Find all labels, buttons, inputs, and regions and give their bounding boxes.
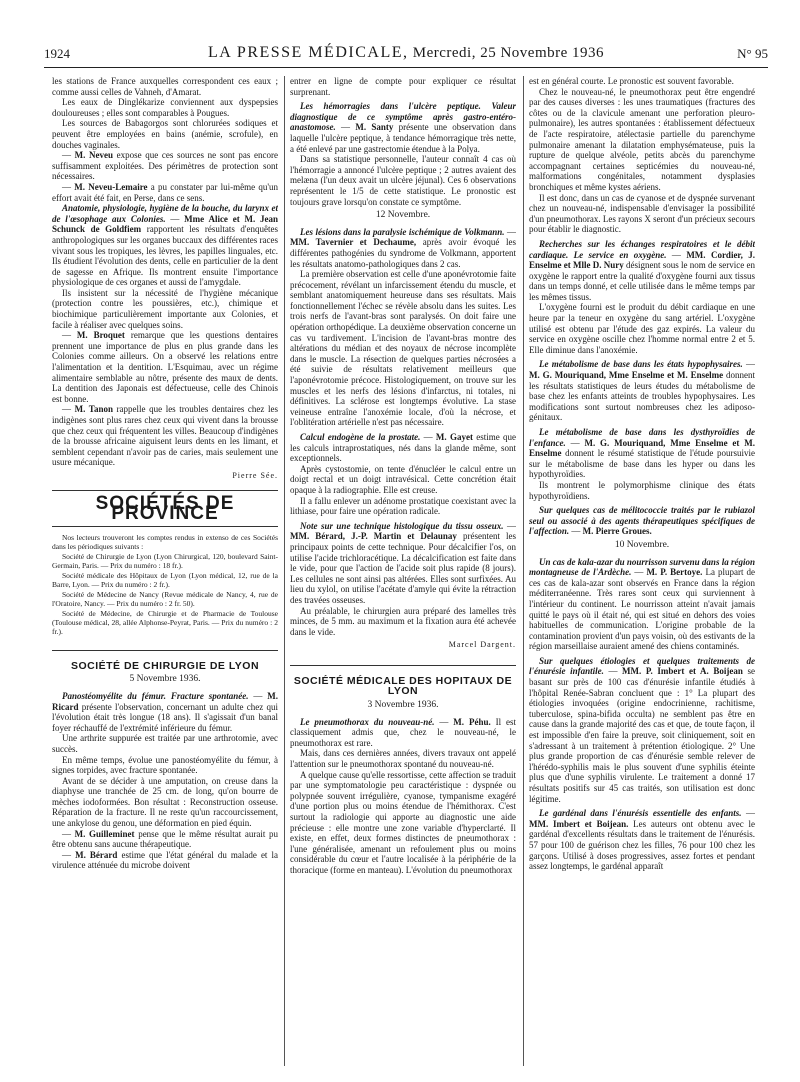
journal-title xyxy=(44,44,768,62)
article-title: Les lésions dans la paralysie ischémique de Volkmann. xyxy=(300,226,505,237)
paragraph: A quelque cause qu'elle ressortisse, cette affection se traduit par une symptomatologie peu caractéristique : dyspnée ou polypnée souvent irrégulière, cyanose, tympanisme exagéré d'une portion plus ou moins étendue de l'hémithorax. C'est surtout la radiologie qui apporte au diagnostic une aide précieuse : elle montre une zone variable d'hyperclarté. Il existe, en effet, deux formes distinctes de pneumothorax : l'une généralisée, amenant un refoulement plus ou moins considérable du cœur et l'autre localisée à la périphérie de la thoracique (forme en manteau). L'évolution du pneumothorax xyxy=(290,769,516,875)
article-title: Le pneumothorax du nouveau-né. xyxy=(300,716,435,727)
issue-date: Mercredi, 25 Novembre 1936 xyxy=(412,45,605,61)
article-title: Recherches sur les échanges respiratoires et le débit cardiaque. Le service en oxygène. xyxy=(529,238,755,260)
article: Anatomie, physiologie, hygiène de la bouche, du larynx et de l'œsophage aux Colonies. — Mme Alice et M. Jean Schunck de Goldfiem rapportent les résultats d'enquêtes anthropologiques sur les organes buccaux des différentes races vivant sous les tropiques, les lèvres, les papilles linguales, etc. Ils étudient l'évolution des dents, celle en particulier de la dent de sagesse en Afrique. Ils montrent ensuite l'importance physiologique de ces organes et aussi de l'amygdale. xyxy=(52,203,278,288)
article: Note sur une technique histologique du tissu osseux. — MM. Bérard, J.-P. Martin et Delaunay présentent les principaux points de cette technique. Pour décalcifier l'os, on utilise l'acide trichloracétique. La décalcification est faite dans le vide, pour que l'action de l'acide soit plus rapide (8 jours). Les cellules ne sont ainsi pas altérées. Elles sont surfixées. Au lieu du xylol, on utilise l'acétate d'amyle qui évite la rétraction des travées osseuses. xyxy=(290,520,516,605)
author-name: M. Péhu. xyxy=(453,716,491,727)
paragraph: — M. Broquet remarque que les questions dentaires prennent une importance de plus en plus grande dans les Colonies comme ailleurs. On a observé les relations entre l'alimentation et la dentition. L'Esquimau, avec un régime alimentaire semblable au nôtre, présente des maux de dents. La dentition des Japonais est défectueuse, celle des Chinois est bonne. xyxy=(52,330,278,404)
paragraph-text: estime que les calculs intraprostatiques, nés dans la glande même, sont exceptionnels. xyxy=(290,432,516,464)
article-title: Le gardénal dans l'énurésis essentielle des enfants. xyxy=(539,808,742,819)
session-date: 12 Novembre. xyxy=(375,210,431,221)
session-date: 10 Novembre. xyxy=(614,539,670,550)
session-date: 3 Novembre 1936. xyxy=(367,700,439,711)
article: Les hémorragies dans l'ulcère peptique. Valeur diagnostique de ce symptôme après gastro-entéro-anastomose. — M. Santy présente une observation dans laquelle l'ulcère peptique, à tendance hémorragique très nette, a été enlevé par une gastrectomie étendue à la Polya. xyxy=(290,101,516,154)
note-item: Société de Médecine de Nancy (Revue médicale de Nancy, 4, rue de l'Oratoire, Nancy. — Prix du numéro : 2 fr. 50). xyxy=(52,589,278,608)
section-title: SOCIÉTÉS DE PROVINCE xyxy=(52,490,278,527)
paragraph: Ils montrent le polymorphisme clinique des états hypothyroïdiens. xyxy=(529,479,755,501)
article: Le gardénal dans l'énurésis essentielle des enfants. — MM. Imbert et Boijean. Les auteurs ont obtenu avec le gardénal d'excellents résultats dans le traitement de l'énurésis. 57 pour 100 de guérison chez les filles, 76 pour 100 chez les garçons. Utilisé à doses progressives, assez fortes et pendant assez longtemps, le gardénal apparaît xyxy=(529,808,755,872)
paragraph-text: rapportent les résultats d'enquêtes anthropologiques sur les organes buccaux des différentes races vivant sous les tropiques, les lèvres, les papilles linguales, etc. Ils étudient l'évolution des dents, celle en particulier de la dent de sagesse en Afrique. Ils montrent ensuite l'importance physiologique de ces organes et aussi de l'amygdale. xyxy=(52,224,278,288)
paragraph-text: remarque que les questions dentaires prennent une importance de plus en plus grande dans les Colonies comme ailleurs. On a observé les relations entre l'alimentation et la dentition. L'Esquimau, avec un régime alimentaire semblable au nôtre, présente des maux de dents. La dentition des Japonais est défectueuse, celle des Chinois est bonne. xyxy=(52,330,278,404)
article-title: Panostéomyélite du fémur. Fracture spontanée. xyxy=(62,690,249,701)
author-name: Mme Alice et M. Jean Schunck de Goldfiem xyxy=(52,213,278,235)
paragraph: Avant de se décider à une amputation, on creuse dans la diaphyse une tranchée de 25 cm. de long, qu'on bourre de mèches iodoformées. Bon résultat : Reconstruction osseuse. Réparation de la fracture. Il ne reste qu'un raccourcissement, une ankylose du genou, une déformation en pied équin. xyxy=(52,775,278,829)
article: Sur quelques cas de mélitococcie traités par le rubiazol seul ou associé à des agents thérapeutiques spécifiques de l'affection. — M. Pierre Groues. xyxy=(529,505,755,537)
column-2 xyxy=(290,76,516,1066)
author-name: M. Santy xyxy=(355,122,394,133)
paragraph-text: estime que l'état général du malade et la virulence atténuée du microbe doivent xyxy=(52,849,278,871)
article-title: Calcul endogène de la prostate. xyxy=(300,432,421,442)
paragraph-text: Il est classiquement admis que, chez le nouveau-né, le pneumothorax est rare. xyxy=(290,716,516,748)
author-name: M. Neveu xyxy=(74,150,114,161)
paragraph: — M. Neveu-Lemaire a pu constater par lui-même qu'un effort avait été fait, en Perse, dans ce sens. xyxy=(52,181,278,203)
paragraph: entrer en ligne de compte pour expliquer ce résultat surprenant. xyxy=(290,76,516,97)
society-title: SOCIÉTÉ DE CHIRURGIE DE LYON xyxy=(52,650,278,672)
society-title: SOCIÉTÉ MÉDICALE DES HOPITAUX DE LYON xyxy=(290,665,516,697)
article: Les lésions dans la paralysie ischémique de Volkmann. — MM. Tavernier et Dechaume, après avoir évoqué les différentes pathogénies du syndrome de Volkmann, apportent les résultats anatomo-pathologiques dans 2 cas. xyxy=(290,226,516,269)
note-item: Société de Médecine, de Chirurgie et de Pharmacie de Toulouse (Toulouse médical, 28, allée Alphonse-Peyrat, Paris. — Prix du numéro : 2 fr.). xyxy=(52,608,278,636)
paragraph: Chez le nouveau-né, le pneumothorax peut être engendré par des causes diverses : les unes traumatiques (fractures des côtes ou de la clavicule amenant une perforation pleuro-pulmonaire), les autres spontanées : établissement défectueux de l'acte respiratoire, atélectasie partielle du parenchyme pulmonaire amenant la dilatation emphysémateuse, puis la rupture de quelque alvéole, petits abcès du parenchyme accompagnant certaines septicémies du nouveau-né, malformations congénitales, notamment dysplasies bronchiques et même kystes aériens. xyxy=(529,86,755,192)
paragraph: Les eaux de Dinglékarize conviennent aux dyspepsies douloureuses ; elles sont comparables à Pougues. xyxy=(52,97,278,118)
author-name: MM. Tavernier et Dechaume, xyxy=(290,237,417,248)
column-divider xyxy=(523,76,524,1066)
signature: Pierre Sée. xyxy=(232,470,278,480)
note-item: Société médicale des Hôpitaux de Lyon (Lyon médical, 12, rue de la Barre, Lyon. — Prix du numéro : 2 fr.). xyxy=(52,570,278,589)
author-name: M. G. Mouriquand, Mme Enselme et M. Enselme xyxy=(529,370,724,381)
paragraph-text: donnent le résumé statistique de l'étude poursuivie sur le métabolisme de base dans les hyper ou dans les hypothyroïdies. xyxy=(529,448,755,480)
page-number: 1924 xyxy=(44,46,70,61)
paragraph: — M. Neveu expose que ces sources ne sont pas encore suffisamment exploitées. Des périmètres de protection sont nécessaires. xyxy=(52,150,278,182)
paragraph: Une arthrite suppurée est traitée par une arthrotomie, avec succès. xyxy=(52,733,278,754)
paragraph-text: désignent sous le nom de service en oxygène le rapport entre la qualité d'oxygène fourni aux tissus dans un temps donné, et celle utilisée dans le même temps par les mêmes tissus. xyxy=(529,260,755,302)
paragraph: Après cystostomie, on tente d'énucléer le calcul entre un doigt rectal et un doigt intravésical. Cette concrétion était opaque à la radiographie. Elle est creuse. xyxy=(290,463,516,495)
author-name: MM. Imbert et Boijean. xyxy=(529,818,629,829)
author-name: M. P. Bertoye. xyxy=(646,567,703,578)
paragraph: Ils insistent sur la nécessité de l'hygiène mécanique (protection contre les poussières, etc.), chimique et biochimique particulièrement importante aux Colonies, et facile à réaliser avec quelques soins. xyxy=(52,287,278,330)
note-intro: Nos lecteurs trouveront les comptes rendus in extenso de ces Sociétés dans les périodiques suivants : xyxy=(52,532,278,551)
periodicals-note xyxy=(52,533,278,636)
column-divider xyxy=(284,76,285,1066)
signature: Marcel Dargent. xyxy=(448,640,516,650)
article: Recherches sur les échanges respiratoires et le débit cardiaque. Le service en oxygène. — MM. Cordier, J. Enselme et Mlle D. Nury désignent sous le nom de service en oxygène le rapport entre la qualité d'oxygène fourni aux tissus dans un temps donné, et celle utilisée dans le même temps par les mêmes tissus. xyxy=(529,238,755,302)
author-name: M. Gayet xyxy=(435,432,473,442)
paragraph: — M. Tanon rappelle que les troubles dentaires chez les indigènes sont plus rares chez ceux qui vivent dans la brousse que chez ceux qui fréquentent les villes. Beaucoup d'indigènes de la brousse africaine aiguisent leurs dents en les limant, et semblent cependant n'avoir pas de caries, mais seulement une usure mécanique. xyxy=(52,404,278,468)
article: Panostéomyélite du fémur. Fracture spontanée. — M. Ricard présente l'observation, concernant un adulte chez qui l'évolution était très longue (18 ans). Il s'agissait d'un banal foyer réchauffé de l'extrémité inférieure du fémur. xyxy=(52,690,278,733)
paragraph: La première observation est celle d'une aponévrotomie faite précocement, révélant un infarcissement étendu du muscle, et semblant anatomiquement heureuse dans ses résultats. Mais fonctionnellement l'échec se révèle absolu dans les suites. Les trois nerfs de l'avant-bras sont paralysés. On doit faire une opération orthopédique. La deuxième observation concerne un cas vu tardivement. L'incision de l'avant-bras montre des altérations du médian et des noyaux de nécrose incomplète dans le muscle. La résection de quelques parties nécrosées a été suivie de résultats relativement meilleurs que l'aponévrotomie précoce. Histologiquement, on trouve sur les muscles et les nerfs des lésions d'infarctus, ni totales, ni définitives. La sclérose est longtemps évolutive. La stase veineuse entraîne l'anoxémie locale, d'où la nécrose, et l'oblitération artérielle n'est pas nécessaire. xyxy=(290,269,516,428)
author-name: MM. Cordier, J. Enselme et Mlle D. Nury xyxy=(529,249,755,271)
paragraph-text: rappelle que les troubles dentaires chez les indigènes sont plus rares chez ceux qui vivent dans la brousse que chez ceux qui fréquentent les villes. Beaucoup d'indigènes de la brousse africaine aiguisent leurs dents en les limant, et semblent cependant n'avoir pas de caries, mais seulement une usure mécanique. xyxy=(52,404,278,468)
paragraph: les stations de France auxquelles correspondent ces eaux ; comme aussi celles de Vahneh, d'Amarat. xyxy=(52,76,278,97)
article-title: Anatomie, physiologie, hygiène de la bouche, du larynx et de l'œsophage aux Colonies. xyxy=(52,203,278,224)
paragraph-text: La plupart de ces cas de kala-azar sont observés en France dans la région méditerranéenne. Très rares sont ceux qui surviennent à l'intérieur du continent. Le nourrisson atteint n'avait jamais quitté le pays où il était né, qui est situé en dehors des voies habituelles de communication. L'origine probable de la contamination provient d'un pays voisin, où des estivants de la région marseillaise auraient amené des chiens contaminés. xyxy=(529,567,755,652)
author-name: M. Bérard xyxy=(75,849,118,860)
author-name: M. Guilleminet xyxy=(74,828,135,839)
paragraph-text: se basant sur près de 100 cas d'énurésie infantile étudiés à l'hôpital Renée-Sabran concluent que : 1° La plupart des étiologies invoquées (origine endocrinienne, rachitisme, tuberculose, spina-bifida occulta) ne semblent pas être en cause dans la grande majorité des cas et que, de toute façon, il est impossible d'en faire la preuve, soit cliniquement, soit en s'adressant à un traitement à prétention étiologique. 2° Une plus grande proportion de cas d'énurésie semble relever de l'hérédo-syphilis mais le plus souvent d'une syphilis éteinte plus que d'une syphilis virulente. Le traitement a donné 17 résultats positifs sur 45 cas traités, son utilisation est donc légitime. xyxy=(529,666,755,804)
author-name: M. Pierre Groues. xyxy=(582,526,652,537)
paragraph: — M. Guilleminet pense que le même résultat aurait pu être obtenu sans aucune thérapeutique. xyxy=(52,828,278,850)
paragraph-text: donnent les résultats statistiques de leurs études du métabolisme de base chez les enfants atteints de troubles hypophysaires. Les modifications sont surtout nombreuses chez les adiposo-génitaux. xyxy=(529,370,755,423)
author-name: MM. P. Imbert et A. Boijean xyxy=(622,666,743,677)
paragraph-text: a pu constater par lui-même qu'un effort avait été fait, en Perse, dans ce sens. xyxy=(52,181,278,203)
page-header xyxy=(44,44,768,68)
author-name: M. Tanon xyxy=(74,404,113,415)
author-name: M. G. Mouriquand, Mme Enselme et M. Enselme xyxy=(529,437,755,459)
paragraph: Il a fallu enlever un adénome prostatique coexistant avec la lithiase, pour faire une opération radicale. xyxy=(290,495,516,517)
article-title: Les hémorragies dans l'ulcère peptique. Valeur diagnostique de ce symptôme après gastro-entéro-anastomose. xyxy=(290,101,516,133)
article: Le métabolisme de base dans les dysthyroïdies de l'enfance. — M. G. Mouriquand, Mme Enselme et M. Enselme donnent le résumé statistique de l'étude poursuivie sur le métabolisme de base dans les hyper ou dans les hypothyroïdies. xyxy=(529,427,755,480)
paragraph-text: présentent les principaux points de cette technique. Pour décalcifier l'os, on utilise l'acide trichloracétique. La décalcification est faite dans le vide, pour que l'action de l'acide soit plus rapide (8 jours). Les cellules ne sont ainsi pas altérées. Elles sont surfixées. Au lieu du xylol, on utilise l'acétate d'amyle qui évite la rétraction des travées osseuses. xyxy=(290,531,516,605)
paragraph-text: après avoir évoqué les différentes pathogénies du syndrome de Volkmann, apportent les résultats anatomo-pathologiques dans 2 cas. xyxy=(290,237,516,269)
paragraph: En même temps, évolue une panostéomyélite du fémur, à signes torpides, avec fracture spontanée. xyxy=(52,754,278,776)
paragraph: Mais, dans ces dernières années, divers travaux ont appelé l'attention sur le pneumothorax spontané du nouveau-né. xyxy=(290,748,516,770)
author-name: M. Broquet xyxy=(76,330,125,341)
paragraph: est en général courte. Le pronostic est souvent favorable. xyxy=(529,76,734,86)
paragraph: — M. Bérard estime que l'état général du malade et la virulence atténuée du microbe doivent xyxy=(52,849,278,871)
journal-name: LA PRESSE MÉDICALE, xyxy=(207,44,409,61)
paragraph-text: présente une observation dans laquelle l'ulcère peptique, à tendance hémorragique très nette, a été enlevé par une gastrectomie étendue à la Polya. xyxy=(290,122,516,154)
paragraph: Au préalable, le chirurgien aura préparé des lamelles très minces, de 5 mm. au maximum et la fixation aura été achevée dans le vide. xyxy=(290,605,516,637)
author-name: M. Ricard xyxy=(52,690,278,712)
article-title: Note sur une technique histologique du tissu osseux. xyxy=(300,520,504,531)
article: Sur quelques étiologies et quelques traitements de l'énurésie infantile. — MM. P. Imbert et A. Boijean se basant sur près de 100 cas d'énurésie infantile étudiés à l'hôpital Renée-Sabran concluent que : 1° La plupart des étiologies invoquées (origine endocrinienne, rachitisme, tuberculose, spina-bifida occulta) ne semblent pas être en cause dans la grande majorité des cas et que, de toute façon, il est impossible d'en faire la preuve, soit cliniquement, soit en s'adressant à un traitement à prétention étiologique. 2° Une plus grande proportion de cas d'énurésie semble relever de l'hérédo-syphilis mais le plus souvent d'une syphilis éteinte plus que d'une syphilis virulente. Le traitement a donné 17 résultats positifs sur 45 cas traités, son utilisation est donc légitime. xyxy=(529,655,755,804)
session-date: 5 Novembre 1936. xyxy=(129,674,201,685)
article-title: Un cas de kala-azar du nourrisson survenu dans la région montagneuse de l'Ardèche. xyxy=(529,556,755,578)
column-3 xyxy=(529,76,755,1066)
paragraph: Dans sa statistique personnelle, l'auteur connaît 4 cas où l'hémorragie a annoncé l'ulcère peptique ; 2 autres avaient des melæna (l'un deux avait un ulcère jéjunal). Ces 6 observations représentent le 1/5 de cette statistique. Le pronostic est toujours grave lorsqu'on constate ce symptôme. xyxy=(290,154,516,207)
author-name: M. Neveu-Lemaire xyxy=(74,181,148,192)
article: Le pneumothorax du nouveau-né. — M. Péhu. Il est classiquement admis que, chez le nouveau-né, le pneumothorax est rare. xyxy=(290,716,516,748)
article: Calcul endogène de la prostate. — M. Gayet estime que les calculs intraprostatiques, nés dans la glande même, sont exceptionnels. xyxy=(290,432,516,464)
author-name: MM. Bérard, J.-P. Martin et Delaunay xyxy=(290,531,457,542)
paragraph: Il est donc, dans un cas de cyanose et de dyspnée survenant chez un nouveau-né, indispensable d'envisager la possibilité d'un pneumothorax. Les rayons X seront d'un précieux secours pour établir le diagnostic. xyxy=(529,192,755,235)
paragraph-text: pense que le même résultat aurait pu être obtenu sans aucune thérapeutique. xyxy=(52,828,278,850)
paragraph-text: Les auteurs ont obtenu avec le gardénal d'excellents résultats dans le traitement de l'énurésis. 57 pour 100 de guérison chez les filles, 76 pour 100 chez les garçons. Utilisé à doses progressives, assez fortes et pendant assez longtemps, le gardénal apparaît xyxy=(529,818,755,872)
paragraph-text: expose que ces sources ne sont pas encore suffisamment exploitées. Des périmètres de protection sont nécessaires. xyxy=(52,150,278,182)
article-title: Le métabolisme de base dans les états hypophysaires. xyxy=(539,359,743,370)
paragraph: L'oxygène fourni est le produit du débit cardiaque en une heure par la teneur en oxygène du sang artériel. L'oxygène utilisé est obtenu par l'étude des gaz expirés. La valeur du service en oxygène oscille chez l'homme normal entre 2 et 5. Elle diminue dans l'anoxémie. xyxy=(529,302,755,355)
paragraph-text: présente l'observation, concernant un adulte chez qui l'évolution était très longue (18 ans). Il s'agissait d'un banal foyer réchauffé de l'extrémité inférieure du fémur. xyxy=(52,701,278,733)
header-rule xyxy=(44,67,768,68)
column-1 xyxy=(52,76,278,1066)
article: Un cas de kala-azar du nourrisson survenu dans la région montagneuse de l'Ardèche. — M. P. Bertoye. La plupart de ces cas de kala-azar sont observés en France dans la région méditerranéenne. Très rares sont ceux qui surviennent à l'intérieur du continent. Le nourrisson atteint n'avait jamais quitté le pays où il était né, qui est situé en dehors des voies habituelles de communication. L'origine probable de la contamination provient d'un pays voisin, où des estivants de la région marseillaise auraient amené des chiens contaminés. xyxy=(529,556,755,652)
article-title: Sur quelques cas de mélitococcie traités par le rubiazol seul ou associé à des agents thérapeutiques spécifiques de l'affection. xyxy=(529,505,755,537)
article: Le métabolisme de base dans les états hypophysaires. — M. G. Mouriquand, Mme Enselme et M. Enselme donnent les résultats statistiques de leurs études du métabolisme de base chez les enfants atteints de troubles hypophysaires. Les modifications sont surtout nombreuses chez les adiposo-génitaux. xyxy=(529,359,755,423)
article-title: Le métabolisme de base dans les dysthyroïdies de l'enfance. xyxy=(529,427,755,448)
article-title: Sur quelques étiologies et quelques traitements de l'énurésie infantile. xyxy=(529,655,755,677)
paragraph: Les sources de Babagorgos sont chlorurées sodiques et peuvent être employées en bains (anémie, scrofule), en douches vaginales. xyxy=(52,118,278,150)
issue-number: N° 95 xyxy=(737,46,768,61)
note-item: Société de Chirurgie de Lyon (Lyon Chirurgical, 120, boulevard Saint-Germain, Paris. — Prix du numéro : 18 fr.). xyxy=(52,551,278,570)
